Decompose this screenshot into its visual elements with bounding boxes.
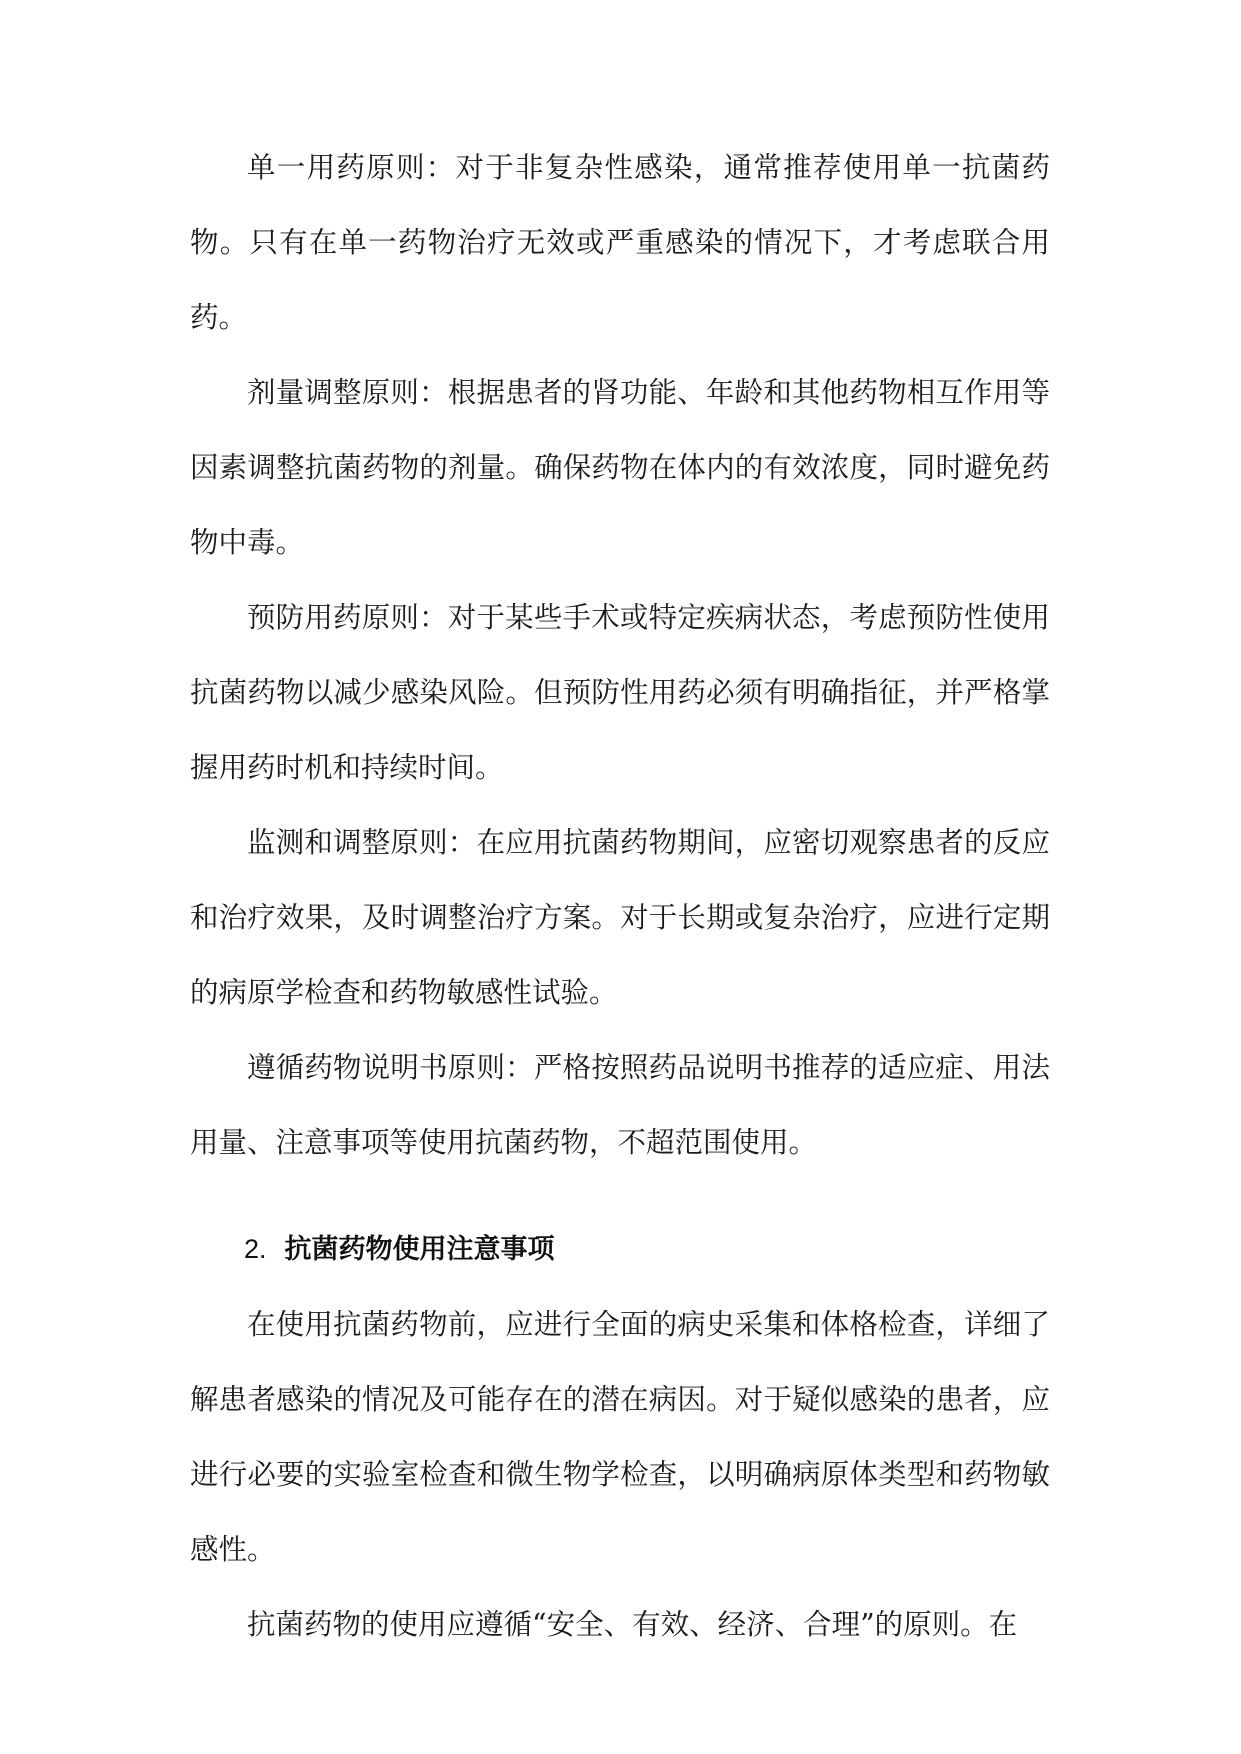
document-page — [190, 130, 1050, 1662]
section-number: 2. — [244, 1234, 267, 1264]
section-heading — [190, 1212, 1050, 1287]
paragraph-package-insert-principle: 遵循药物说明书原则：严格按照药品说明书推荐的适应症、用法用量、注意事项等使用抗菌药物，不超范围使用。 — [190, 1051, 1050, 1159]
paragraph-usage-principle: 抗菌药物的使用应遵循“安全、有效、经济、合理”的原则。在 — [247, 1608, 1018, 1641]
paragraph-prophylaxis-principle: 预防用药原则：对于某些手术或特定疾病状态，考虑预防性使用抗菌药物以减少感染风险。但预防性用药必须有明确指征，并严格掌握用药时机和持续时间。 — [190, 601, 1050, 784]
paragraph-dose-adjustment-principle: 剂量调整原则：根据患者的肾功能、年龄和其他药物相互作用等因素调整抗菌药物的剂量。确保药物在体内的有效浓度，同时避免药物中毒。 — [190, 376, 1050, 559]
paragraph-single-drug-principle: 单一用药原则：对于非复杂性感染，通常推荐使用单一抗菌药物。只有在单一药物治疗无效或严重感染的情况下，才考虑联合用药。 — [190, 151, 1050, 334]
section-spacer — [190, 1180, 1050, 1212]
paragraph-pre-use-assessment: 在使用抗菌药物前，应进行全面的病史采集和体格检查，详细了解患者感染的情况及可能存在的潜在病因。对于疑似感染的患者，应进行必要的实验室检查和微生物学检查，以明确病原体类型和药物敏感性。 — [190, 1308, 1050, 1566]
paragraph-monitoring-principle: 监测和调整原则：在应用抗菌药物期间，应密切观察患者的反应和治疗效果，及时调整治疗方案。对于长期或复杂治疗，应进行定期的病原学检查和药物敏感性试验。 — [190, 826, 1050, 1009]
section-title: 抗菌药物使用注意事项 — [284, 1234, 555, 1265]
